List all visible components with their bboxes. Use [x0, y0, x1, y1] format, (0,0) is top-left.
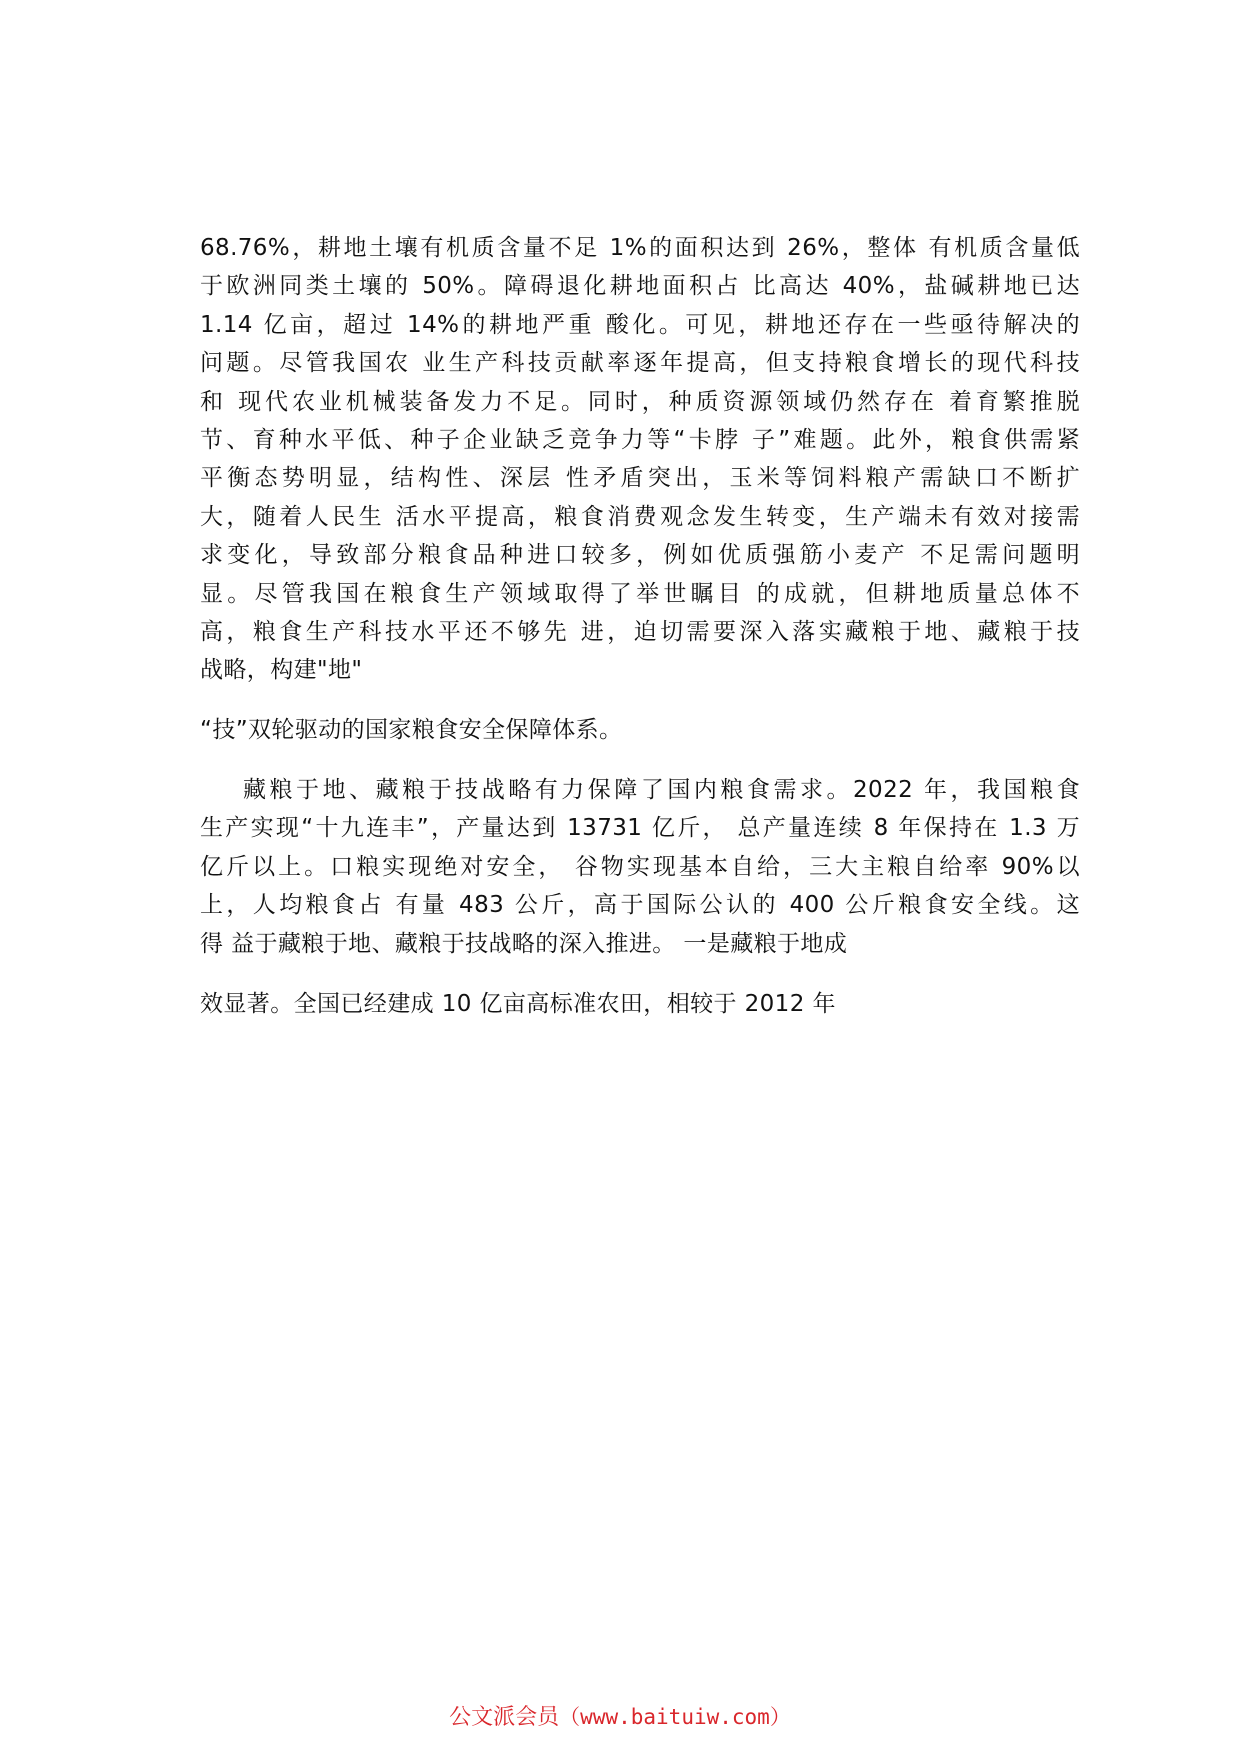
paragraph-1-line-2: 于欧洲同类土壤的 50%。障碍退化耕地面积占 比高达 40%，盐碱耕地已达 [200, 273, 1080, 299]
paragraph-1-line-3: 1.14 亿亩，超过 14%的耕地严重 酸化。可见，耕地还存在一些亟待解决的 [200, 312, 1080, 338]
paragraph-1-line-12: 战略，构建"地" [200, 657, 363, 683]
paragraph-1-line-7: 平衡态势明显，结构性、深层 性矛盾突出，玉米等饲料粮产需缺口不断扩 [200, 465, 1080, 491]
paragraph-4-line: 效显著。全国已经建成 10 亿亩高标准农田，相较于 2012 年 [200, 991, 836, 1017]
paragraph-2-line: “技”双轮驱动的国家粮食安全保障体系。 [200, 717, 623, 743]
paragraph-3-line-1: 藏粮于地、藏粮于技战略有力保障了国内粮食需求。2022 年，我国粮食 [243, 777, 1080, 803]
paragraph-1-line-6: 节、育种水平低、种子企业缺乏竞争力等“卡脖 子”难题。此外，粮食供需紧 [200, 427, 1080, 453]
paragraph-3-line-4: 上，人均粮食占 有量 483 公斤，高于国际公认的 400 公斤粮食安全线。这 [200, 892, 1080, 918]
paragraph-1-line-1: 68.76%，耕地土壤有机质含量不足 1%的面积达到 26%，整体 有机质含量低 [200, 235, 1080, 261]
paragraph-1-line-4: 问题。尽管我国农 业生产科技贡献率逐年提高，但支持粮食增长的现代科技 [200, 350, 1080, 376]
paragraph-1-line-5: 和 现代农业机械装备发力不足。同时，种质资源领域仍然存在 着育繁推脱 [200, 389, 1080, 415]
footer-site-link[interactable]: （www.baituiw.com） [559, 1705, 791, 1729]
paragraph-3-line-5: 得 益于藏粮于地、藏粮于技战略的深入推进。 一是藏粮于地成 [200, 931, 848, 957]
paragraph-1-line-8: 大，随着人民生 活水平提高，粮食消费观念发生转变，生产端未有效对接需 [200, 504, 1080, 530]
paragraph-1-line-10: 显。尽管我国在粮食生产领域取得了举世瞩目 的成就，但耕地质量总体不 [200, 581, 1080, 607]
paragraph-1-line-9: 求变化，导致部分粮食品种进口较多，例如优质强筋小麦产 不足需问题明 [200, 542, 1080, 568]
paragraph-3-line-3: 亿斤以上。口粮实现绝对安全， 谷物实现基本自给，三大主粮自给率 90%以 [200, 854, 1080, 880]
footer-brand: 公文派会员 [449, 1705, 560, 1730]
footer-watermark [0, 1702, 1240, 1733]
paragraph-3-line-2: 生产实现“十九连丰”，产量达到 13731 亿斤， 总产量连续 8 年保持在 1.3 万 [200, 815, 1080, 841]
paragraph-1-line-11: 高，粮食生产科技水平还不够先 进，迫切需要深入落实藏粮于地、藏粮于技 [200, 619, 1080, 645]
